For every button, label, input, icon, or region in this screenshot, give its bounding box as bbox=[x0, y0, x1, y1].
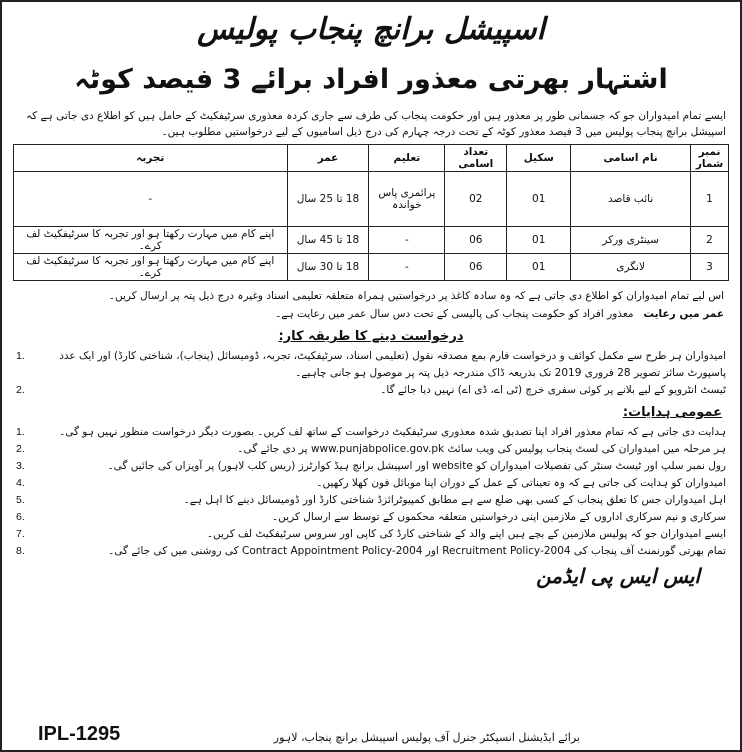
list-item bbox=[16, 526, 726, 543]
cell-serial: 2 bbox=[691, 227, 729, 254]
list-item-number: 7. bbox=[16, 528, 25, 540]
list-item bbox=[16, 424, 726, 441]
advertisement-title: اشتہار بھرتی معذور افراد برائے 3 فیصد کوٹہ bbox=[74, 64, 668, 95]
header-education: تعلیم bbox=[369, 145, 445, 172]
cell-education: - bbox=[369, 254, 445, 281]
list-item-number: 1. bbox=[16, 350, 25, 362]
cell-count: 06 bbox=[445, 227, 507, 254]
cell-education: پرائمری پاس خواندہ bbox=[369, 172, 445, 227]
method-list bbox=[12, 348, 730, 399]
intro-paragraph: ایسے تمام امیدواران جو کہ جسمانی طور پر معذور ہیں اور حکومت پنجاب کی طرف سے جاری کردہ معذوری سرٹیفکیٹ کے حامل ہیں کو اطلاع دی جاتی ہے کہ اسپیشل برانچ پنجاب پولیس میں 3 فیصد معذور کوٹہ کے تحت درجہ چہارم کی درج ذیل اسامیوں کے لیے درخواستیں مطلوب ہیں۔ bbox=[25, 110, 726, 138]
signature-name: ایس ایس پی ایڈمن bbox=[536, 564, 700, 588]
signature-designation: برائے ایڈیشنل انسپکٹر جنرل آف پولیس اسپیشل برانچ پنجاب، لاہور bbox=[273, 731, 580, 744]
list-item-number: 6. bbox=[16, 511, 25, 523]
header-post-name: نام اسامی bbox=[571, 145, 691, 172]
list-item-number: 2. bbox=[16, 384, 25, 396]
cell-count: 02 bbox=[445, 172, 507, 227]
cell-experience: - bbox=[14, 172, 288, 227]
list-item-text: ہر مرحلہ میں امیدواران کی لسٹ پنجاب پولیس کی ویب سائٹ www.punjabpolice.gov.pk پر دی جائے گی۔ bbox=[237, 443, 726, 455]
application-note: اس لیے تمام امیدواران کو اطلاع دی جاتی ہے کہ وہ سادہ کاغذ پر درخواستیں ہمراہ متعلقہ تعلیمی اسناد وغیرہ درج ذیل پتہ پر ارسال کریں۔ bbox=[108, 290, 724, 302]
general-instructions-heading: عمومی ہدایات: bbox=[622, 405, 722, 420]
list-item-number: 1. bbox=[16, 426, 25, 438]
cell-post-name: سینٹری ورکر bbox=[571, 227, 691, 254]
general-instructions-list bbox=[12, 424, 730, 560]
cell-age: 18 تا 30 سال bbox=[287, 254, 369, 281]
list-item bbox=[16, 492, 726, 509]
list-item-number: 8. bbox=[16, 545, 25, 557]
cell-scale: 01 bbox=[507, 172, 571, 227]
cell-serial: 3 bbox=[691, 254, 729, 281]
cell-experience: اپنے کام میں مہارت رکھتا ہو اور تجربہ کا سرٹیفکیٹ لف کرے۔ bbox=[14, 254, 288, 281]
cell-post-name: لانگری bbox=[571, 254, 691, 281]
header-count: تعداد اسامی bbox=[445, 145, 507, 172]
list-item bbox=[16, 441, 726, 458]
posts-table bbox=[13, 144, 729, 281]
header-serial: نمبر شمار bbox=[691, 145, 729, 172]
cell-serial: 1 bbox=[691, 172, 729, 227]
age-relaxation-note bbox=[12, 305, 730, 323]
list-item bbox=[16, 458, 726, 475]
cell-post-name: نائب قاصد bbox=[571, 172, 691, 227]
table-header-row bbox=[14, 145, 729, 172]
list-item-text: ایسے امیدواران جو کہ پولیس ملازمین کے بچے ہیں اپنے والد کے شناختی کارڈ کی کاپی اور سروس سرٹیفکیٹ لف کریں۔ bbox=[206, 528, 726, 540]
cell-scale: 01 bbox=[507, 254, 571, 281]
age-relaxation-text: معذور افراد کو حکومت پنجاب کی پالیسی کے تحت دس سال عمر میں رعایت ہے۔ bbox=[275, 308, 634, 320]
list-item-text: رول نمبر سلپ اور ٹیسٹ سنٹر کی تفصیلات امیدواران کو website اور اسپیشل برانچ ہیڈ کوارٹرز (ریس کلب لاہور) پر آویزاں کی جائیں گی۔ bbox=[107, 460, 726, 472]
cell-experience: اپنے کام میں مہارت رکھتا ہو اور تجربہ کا سرٹیفکیٹ لف کرے۔ bbox=[14, 227, 288, 254]
cell-age: 18 تا 45 سال bbox=[287, 227, 369, 254]
header-scale: سکیل bbox=[507, 145, 571, 172]
list-item bbox=[16, 382, 726, 399]
cell-count: 06 bbox=[445, 254, 507, 281]
table-row bbox=[14, 227, 729, 254]
list-item-text: امیدواران ہر طرح سے مکمل کوائف و درخواست فارم بمع مصدقہ نقول (تعلیمی اسناد، سرٹیفکیٹ، تجربہ، ڈومیسائل (پنجاب)، شناختی کارڈ) اور ایک عدد پاسپورٹ سائز تصویر 28 فروری 2019 تک بذریعہ ڈاک مندرجہ ذیل پتہ پر موصول ہو جانی چاہیے۔ bbox=[59, 350, 726, 379]
header-experience: تجربہ bbox=[14, 145, 288, 172]
list-item-number: 2. bbox=[16, 443, 25, 455]
cell-education: - bbox=[369, 227, 445, 254]
list-item-number: 3. bbox=[16, 460, 25, 472]
list-item-text: سرکاری و نیم سرکاری اداروں کے ملازمین اپنی درخواستیں متعلقہ محکموں کے توسط سے ارسال کریں۔ bbox=[272, 511, 726, 523]
method-heading: درخواست دینے کا طریقہ کار: bbox=[278, 329, 464, 344]
list-item-text: ٹیسٹ انٹرویو کے لیے بلانے پر کوئی سفری خرچ (ٹی اے، ڈی اے) نہیں دیا جائے گا۔ bbox=[380, 384, 726, 396]
cell-age: 18 تا 25 سال bbox=[287, 172, 369, 227]
cell-scale: 01 bbox=[507, 227, 571, 254]
list-item-text: اہل امیدواران جس کا تعلق پنجاب کے کسی بھی ضلع سے ہے مطابق کمپیوٹرائزڈ شناختی کارڈ اور ڈومیسائل دینے کا اہل ہے۔ bbox=[183, 494, 726, 506]
list-item bbox=[16, 543, 726, 560]
list-item-number: 4. bbox=[16, 477, 25, 489]
list-item bbox=[16, 348, 726, 382]
age-relaxation-label: عمر میں رعایت bbox=[643, 308, 724, 320]
organization-heading: اسپیشل برانچ پنجاب پولیس bbox=[197, 12, 545, 47]
list-item-text: ہدایت دی جاتی ہے کہ تمام معذور افراد اپنا تصدیق شدہ معذوری سرٹیفکیٹ درخواست کے ساتھ لف کریں۔ بصورت دیگر درخواست منظور نہیں ہو گی۔ bbox=[59, 426, 726, 438]
header-age: عمر bbox=[287, 145, 369, 172]
list-item bbox=[16, 509, 726, 526]
table-row bbox=[14, 254, 729, 281]
list-item-number: 5. bbox=[16, 494, 25, 506]
list-item-text: تمام بھرتی گورنمنٹ آف پنجاب کی Recruitment Policy-2004 اور Contract Appointment Policy-2004 کی روشنی میں کی جائے گی۔ bbox=[108, 545, 726, 557]
list-item-text: امیدواران کو ہدایت کی جاتی ہے کہ وہ تعیناتی کے عمل کے دوران اپنا موبائل فون کھلا رکھیں۔ bbox=[316, 477, 726, 489]
list-item bbox=[16, 475, 726, 492]
ad-code: IPL-1295 bbox=[38, 723, 121, 745]
table-row bbox=[14, 172, 729, 227]
